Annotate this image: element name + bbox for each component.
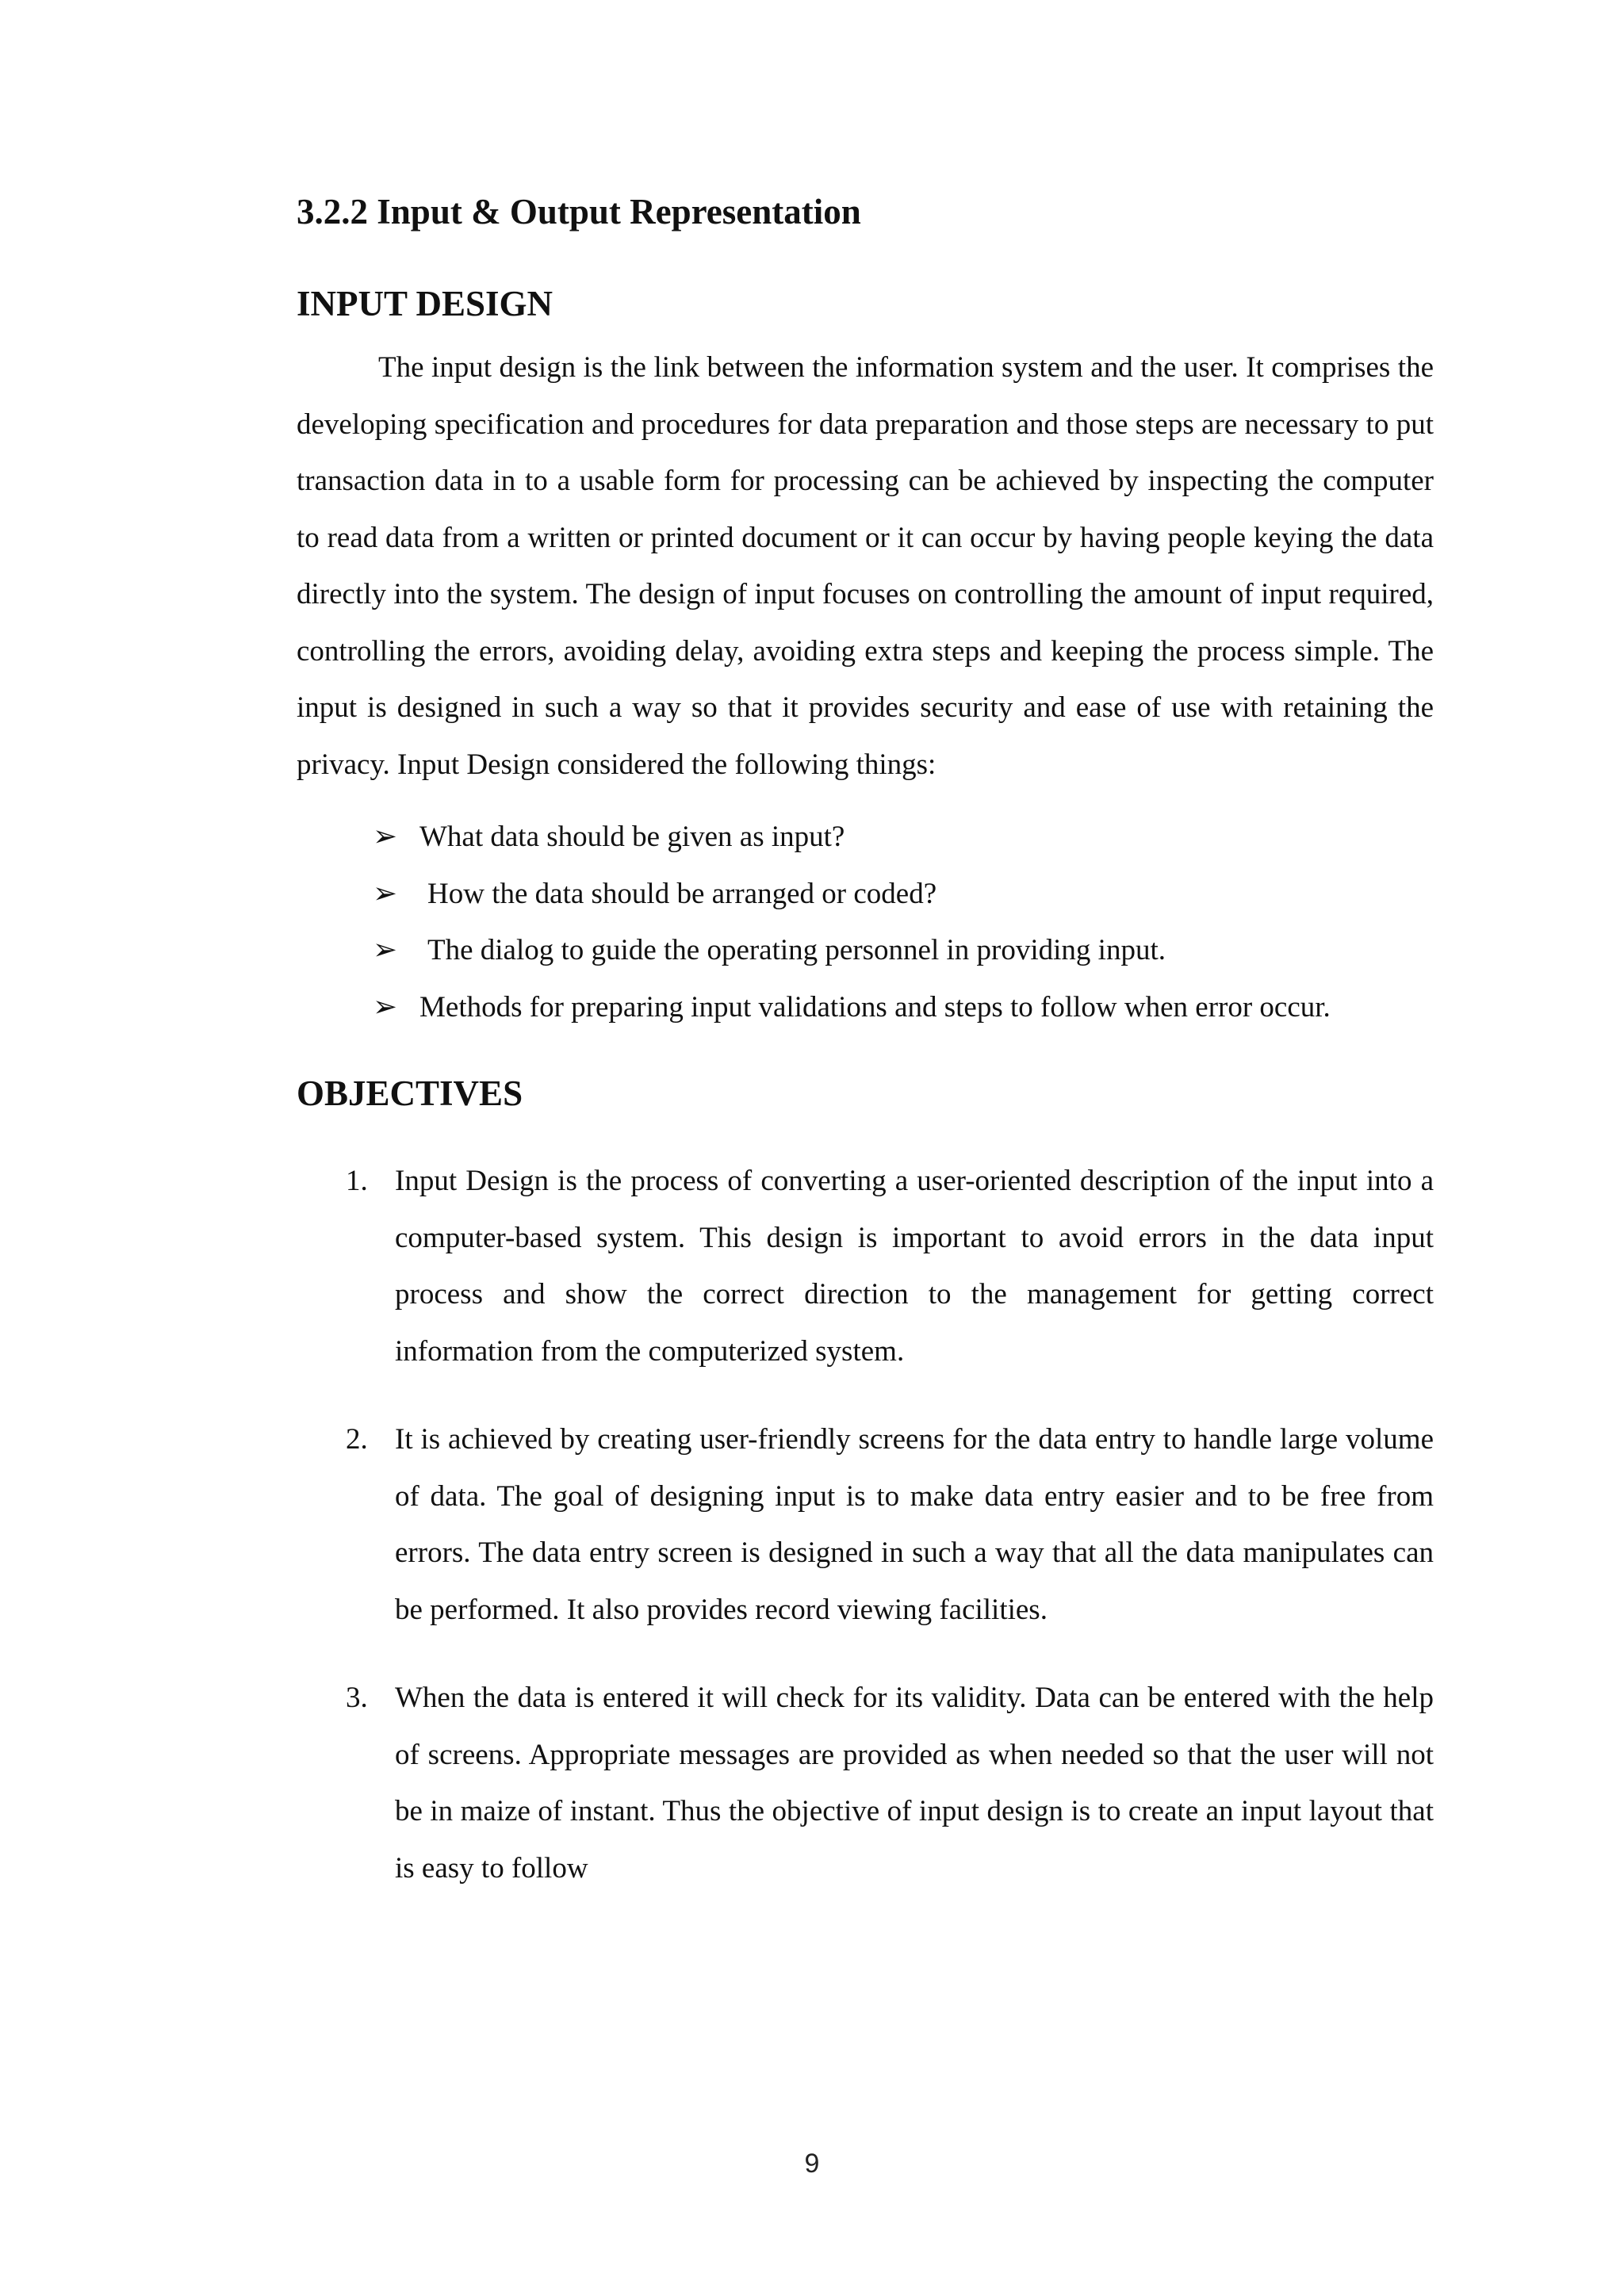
list-item [297, 1670, 1434, 1896]
input-design-paragraph [297, 339, 1434, 793]
objectives-heading: OBJECTIVES [297, 1073, 523, 1113]
list-item [297, 809, 1434, 866]
list-item [297, 1153, 1434, 1380]
list-item-number: 2. [346, 1423, 368, 1456]
list-item-number: 1. [346, 1165, 368, 1197]
list-item [297, 979, 1434, 1036]
input-design-paragraph-text: The input design is the link between the information system and the user. It comprises the developing specification and procedures for data preparation and those steps are necessary to put transaction data in to a usable form for processing can be achieved by inspecting the computer to read data from a written or printed document or it can occur by having people keying the data directly into the system. The design of input focuses on controlling the amount of input required, controlling the errors, avoiding delay, avoiding extra steps and keeping the process simple. The input is designed in such a way so that it provides security and ease of use with retaining the privacy. Input Design considered the following things: [297, 351, 1434, 781]
section-title: 3.2.2 Input & Output Representation [297, 192, 861, 232]
input-design-heading: INPUT DESIGN [297, 284, 553, 323]
input-considerations-list [297, 809, 1434, 1035]
list-item [297, 866, 1434, 923]
list-item-text: It is achieved by creating user-friendly screens for the data entry to handle large volume of data. The goal of designing input is to make data entry easier and to be free from errors. The data entry screen is designed in such a way that all the data manipulates can be performed. It also provides record viewing facilities. [395, 1423, 1434, 1626]
list-item-text: Input Design is the process of converting a user-oriented description of the input into a computer-based system. This design is important to avoid errors in the data input process and show the correct direction to the management for getting correct information from the computerized system. [395, 1165, 1434, 1368]
list-item-text: How the data should be arranged or coded? [427, 877, 937, 910]
page-number: 9 [804, 2149, 820, 2179]
list-item-text: The dialog to guide the operating personnel in providing input. [427, 934, 1166, 966]
page-content [297, 190, 1434, 1928]
arrow-bullet-icon: ➢ [373, 990, 398, 1024]
list-item [297, 922, 1434, 979]
arrow-bullet-icon: ➢ [373, 821, 398, 853]
arrow-bullet-icon: ➢ [373, 877, 398, 910]
list-item-number: 3. [346, 1682, 368, 1714]
arrow-bullet-icon: ➢ [373, 934, 398, 966]
list-item [297, 1411, 1434, 1638]
list-item-text: When the data is entered it will check for its validity. Data can be entered with the help of screens. Appropriate messages are provided as when needed so that the user will not be in maize of instant. Thus the objective of input design is to create an input layout that is easy to follow [395, 1682, 1434, 1885]
objectives-list [297, 1153, 1434, 1896]
list-item-text: What data should be given as input? [419, 821, 845, 853]
list-item-text: Methods for preparing input validations and steps to follow when error occur. [419, 990, 1331, 1024]
